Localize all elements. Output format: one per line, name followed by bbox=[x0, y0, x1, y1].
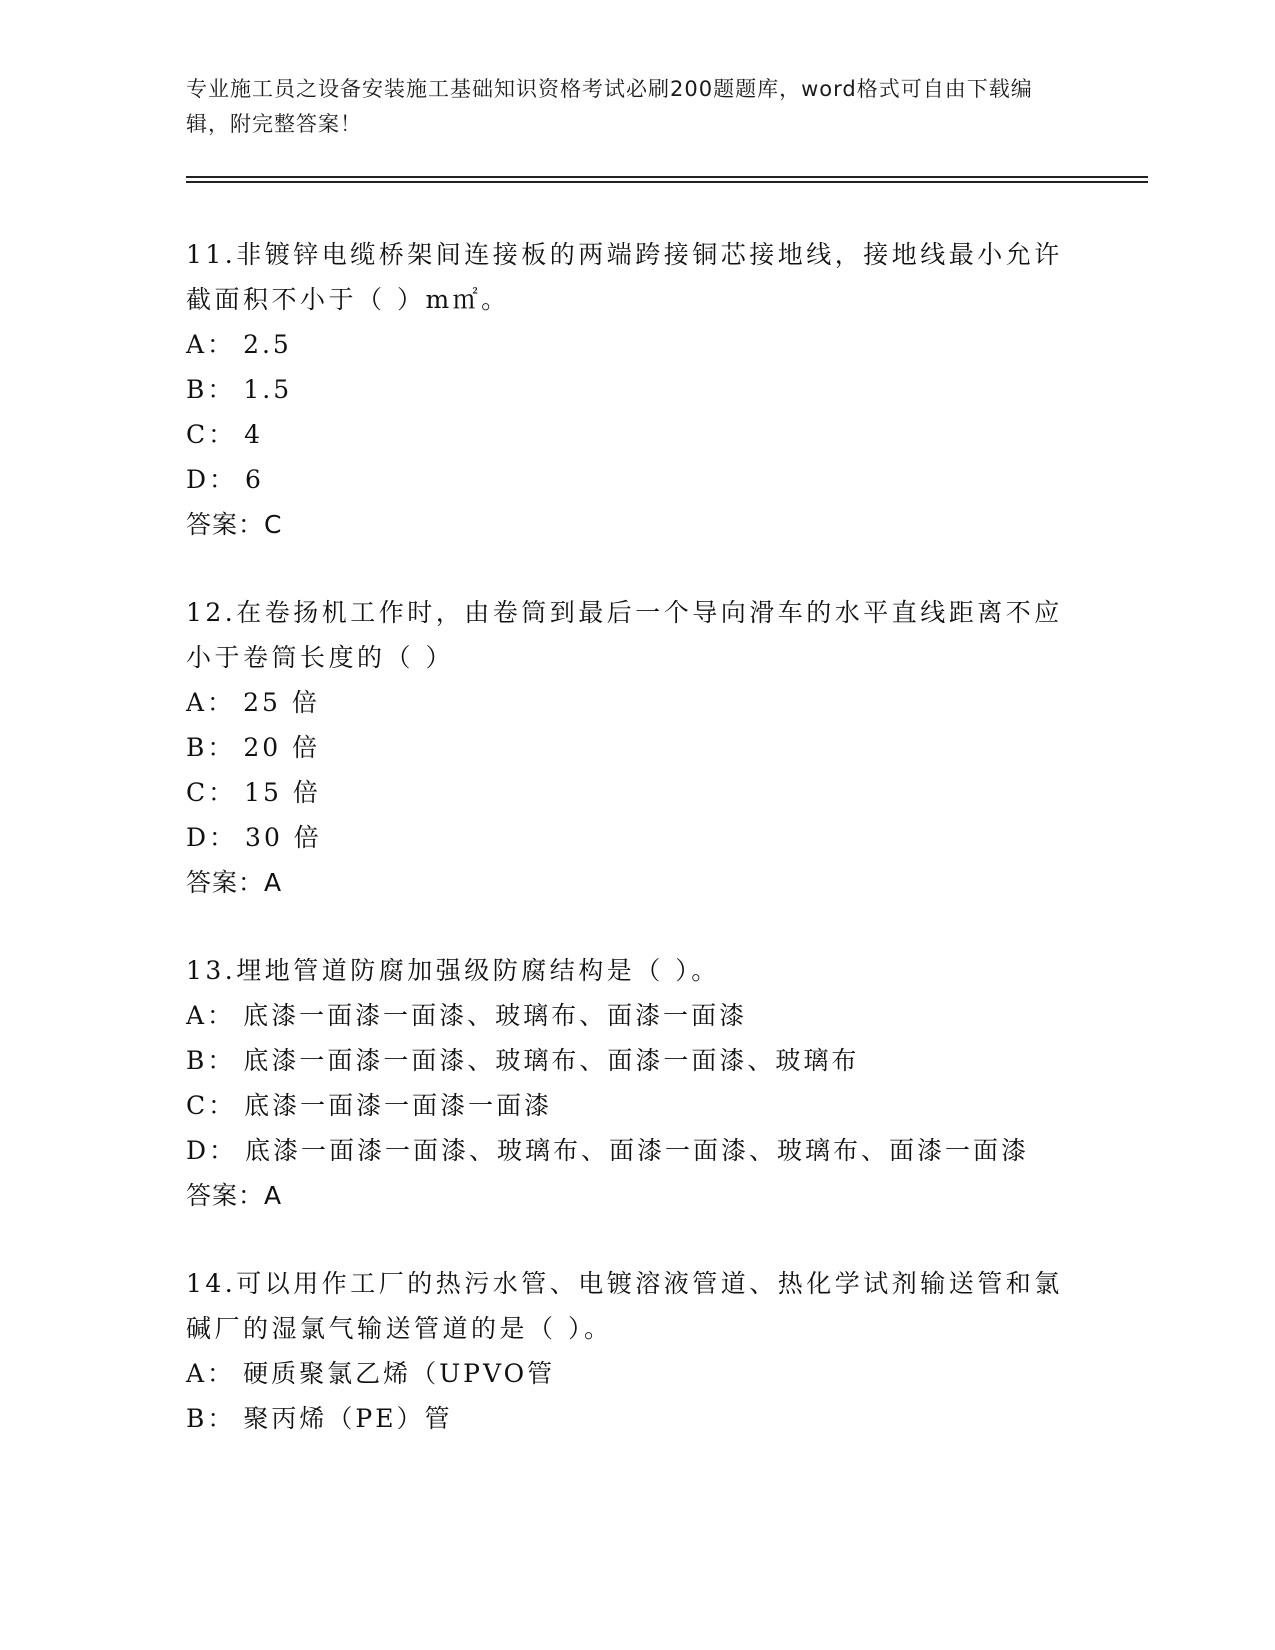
answer-line: 答案：A bbox=[186, 1181, 283, 1210]
header-title: 专业施工员之设备安装施工基础知识资格考试必刷200题题库，word格式可自由下载编辑，附完整答案！ bbox=[186, 77, 1033, 136]
option-letter: D： bbox=[186, 465, 238, 494]
option-letter: B： bbox=[186, 1404, 236, 1433]
option-text: 底漆一面漆一面漆、玻璃布、面漆一面漆、玻璃布、面漆一面漆 bbox=[245, 1136, 1030, 1165]
option-letter: B： bbox=[186, 1046, 236, 1075]
option-d bbox=[186, 815, 1086, 860]
option-b bbox=[186, 1038, 1086, 1083]
question-list bbox=[186, 232, 1086, 1484]
option-letter: A： bbox=[186, 1359, 236, 1388]
question-13 bbox=[186, 948, 1086, 1218]
option-letter: B： bbox=[186, 733, 236, 762]
option-d bbox=[186, 457, 1086, 502]
answer-line: 答案：A bbox=[186, 868, 283, 897]
question-11 bbox=[186, 232, 1086, 547]
option-letter: C： bbox=[186, 778, 237, 807]
document-header bbox=[186, 72, 1066, 142]
option-text: 25 倍 bbox=[243, 688, 320, 717]
option-text: 底漆一面漆一面漆一面漆 bbox=[244, 1091, 553, 1120]
option-text: 15 倍 bbox=[244, 778, 321, 807]
question-text: 14.可以用作工厂的热污水管、电镀溶液管道、热化学试剂输送管和氯碱厂的湿氯气输送管道的是（ ）。 bbox=[186, 1269, 1063, 1343]
question-text: 11.非镀锌电缆桥架间连接板的两端跨接铜芯接地线，接地线最小允许截面积不小于（ ）m㎡。 bbox=[186, 240, 1063, 314]
option-a bbox=[186, 993, 1086, 1038]
option-text: 硬质聚氯乙烯（UPVO管 bbox=[243, 1359, 556, 1388]
option-letter: D： bbox=[186, 1136, 238, 1165]
header-divider-top bbox=[186, 176, 1148, 178]
option-letter: A： bbox=[186, 330, 236, 359]
header-divider-bottom bbox=[186, 181, 1148, 183]
option-text: 4 bbox=[244, 420, 264, 449]
answer-line: 答案：C bbox=[186, 510, 283, 539]
question-12 bbox=[186, 590, 1086, 905]
option-b bbox=[186, 1396, 1086, 1441]
option-text: 1.5 bbox=[243, 375, 293, 404]
option-letter: A： bbox=[186, 688, 236, 717]
option-a bbox=[186, 322, 1086, 367]
option-a bbox=[186, 680, 1086, 725]
option-letter: D： bbox=[186, 823, 238, 852]
option-text: 20 倍 bbox=[243, 733, 321, 762]
option-letter: C： bbox=[186, 1091, 237, 1120]
option-b bbox=[186, 725, 1086, 770]
option-text: 聚丙烯（PE）管 bbox=[243, 1404, 453, 1433]
option-text: 2.5 bbox=[243, 330, 292, 359]
question-14 bbox=[186, 1261, 1086, 1441]
option-c bbox=[186, 412, 1086, 457]
option-text: 30 倍 bbox=[245, 823, 322, 852]
option-text: 6 bbox=[245, 465, 264, 494]
option-a bbox=[186, 1351, 1086, 1396]
option-text: 底漆一面漆一面漆、玻璃布、面漆一面漆 bbox=[243, 1001, 748, 1030]
option-d bbox=[186, 1128, 1086, 1173]
option-text: 底漆一面漆一面漆、玻璃布、面漆一面漆、玻璃布 bbox=[243, 1046, 860, 1075]
option-letter: A： bbox=[186, 1001, 236, 1030]
option-letter: B： bbox=[186, 375, 236, 404]
option-letter: C： bbox=[186, 420, 237, 449]
option-c bbox=[186, 1083, 1086, 1128]
question-text: 12.在卷扬机工作时，由卷筒到最后一个导向滑车的水平直线距离不应小于卷筒长度的（ ） bbox=[186, 598, 1063, 672]
option-c bbox=[186, 770, 1086, 815]
question-text: 13.埋地管道防腐加强级防腐结构是（ ）。 bbox=[186, 956, 720, 985]
option-b bbox=[186, 367, 1086, 412]
